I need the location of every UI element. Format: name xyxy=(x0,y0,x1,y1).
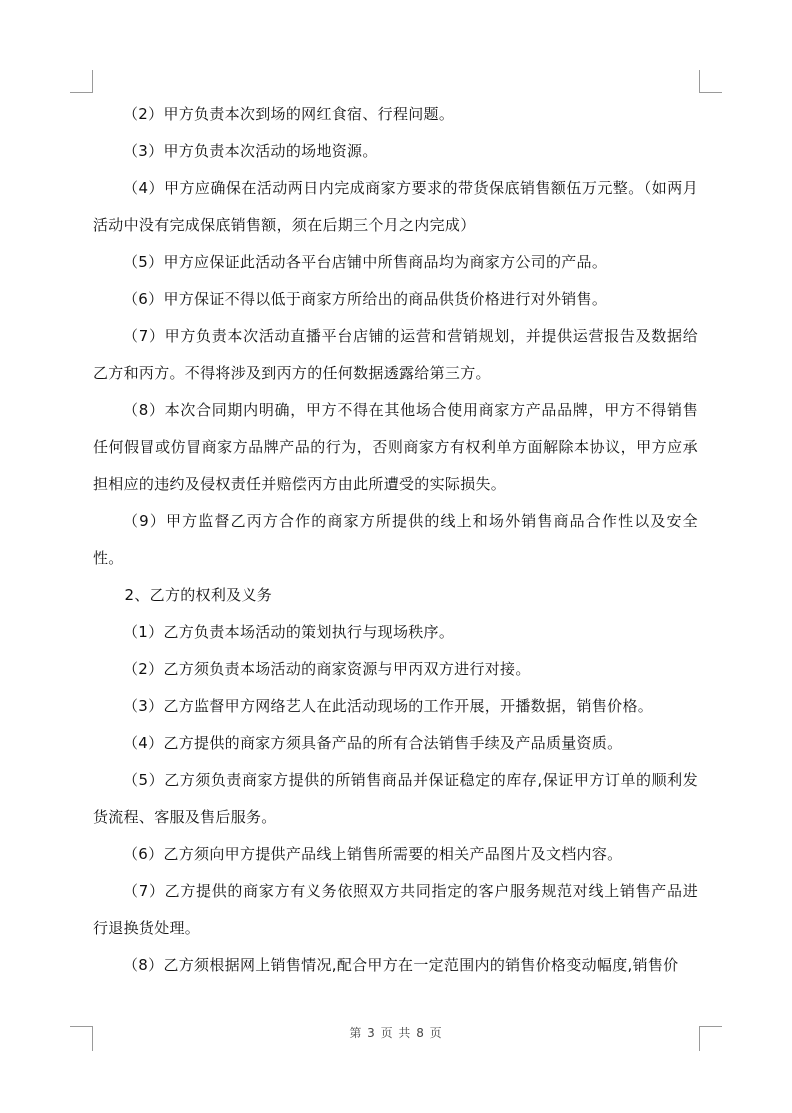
clause-party-a-3: （3）甲方负责本次活动的场地资源。 xyxy=(123,142,378,160)
clause-party-a-4: （4）甲方应确保在活动两日内完成商家方要求的带货保底销售额伍万元整。（如两月活动中没有完成保底销售额，须在后期三个月之内完成） xyxy=(93,179,698,234)
page-number-footer: 第 3 页 共 8 页 xyxy=(349,1026,443,1040)
clause-party-a-9: （9）甲方监督乙丙方合作的商家方所提供的线上和场外销售商品合作性以及安全性。 xyxy=(93,512,698,567)
crop-mark-top-left xyxy=(70,70,93,93)
clause-party-b-7: （7）乙方提供的商家方有义务依照双方共同指定的客户服务规范对线上销售产品进行退换货处理。 xyxy=(93,882,698,937)
clause-party-a-6: （6）甲方保证不得以低于商家方所给出的商品供货价格进行对外销售。 xyxy=(123,290,608,308)
clause-party-a-2: （2）甲方负责本次到场的网红食宿、行程问题。 xyxy=(123,105,455,123)
clause-party-b-3: （3）乙方监督甲方网络艺人在此活动现场的工作开展，开播数据，销售价格。 xyxy=(123,697,654,715)
section-heading-party-b: 2、乙方的权利及义务 xyxy=(124,586,273,604)
clause-party-a-5: （5）甲方应保证此活动各平台店铺中所售商品均为商家方公司的产品。 xyxy=(123,253,608,271)
clause-party-b-6: （6）乙方须向甲方提供产品线上销售所需要的相关产品图片及文档内容。 xyxy=(123,845,623,863)
clause-party-b-2: （2）乙方须负责本场活动的商家资源与甲丙双方进行对接。 xyxy=(123,660,531,678)
clause-party-b-1: （1）乙方负责本场活动的策划执行与现场秩序。 xyxy=(123,623,455,641)
document-body xyxy=(93,96,698,984)
clause-party-a-8: （8）本次合同期内明确，甲方不得在其他场合使用商家方产品品牌，甲方不得销售任何假冒或仿冒商家方品牌产品的行为，否则商家方有权利单方面解除本协议，甲方应承担相应的违约及侵权责任并赔偿丙方由此所遭受的实际损失。 xyxy=(93,401,698,493)
clause-party-a-7: （7）甲方负责本次活动直播平台店铺的运营和营销规划，并提供运营报告及数据给乙方和丙方。不得将涉及到丙方的任何数据透露给第三方。 xyxy=(93,327,698,382)
crop-mark-top-right xyxy=(699,70,722,93)
clause-party-b-8: （8）乙方须根据网上销售情况,配合甲方在一定范围内的销售价格变动幅度,销售价 xyxy=(123,956,679,974)
clause-party-b-5: （5）乙方须负责商家方提供的所销售商品并保证稳定的库存,保证甲方订单的顺利发货流程、客服及售后服务。 xyxy=(93,771,698,826)
clause-party-b-4: （4）乙方提供的商家方须具备产品的所有合法销售手续及产品质量资质。 xyxy=(123,734,623,752)
